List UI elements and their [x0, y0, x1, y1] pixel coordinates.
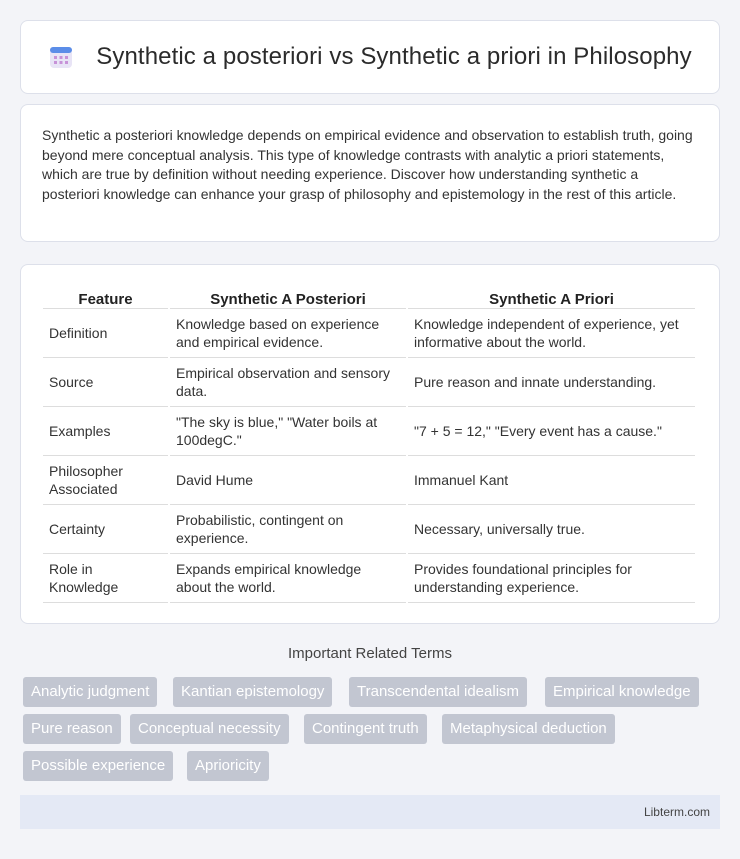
page-title: Synthetic a posteriori vs Synthetic a priori in Philosophy — [96, 43, 692, 70]
footer — [20, 795, 720, 829]
table-row — [43, 309, 695, 358]
related-term-tag[interactable]: Kantian epistemology — [173, 677, 332, 707]
table-cell: Examples — [43, 407, 168, 456]
table-row — [43, 456, 695, 505]
table-cell: Role in Knowledge — [43, 554, 168, 603]
table-cell: Definition — [43, 309, 168, 358]
table-row — [43, 358, 695, 407]
related-term-tag[interactable]: Transcendental idealism — [349, 677, 527, 707]
table-cell: Immanuel Kant — [408, 456, 695, 505]
table-row — [43, 554, 695, 603]
table-row — [43, 505, 695, 554]
table-cell: Philosopher Associated — [43, 456, 168, 505]
table-cell: Provides foundational principles for understanding experience. — [408, 554, 695, 603]
table-cell: "7 + 5 = 12," "Every event has a cause." — [408, 407, 695, 456]
table-header-row — [43, 283, 695, 309]
table-cell: "The sky is blue," "Water boils at 100degC." — [170, 407, 406, 456]
intro-text: Synthetic a posteriori knowledge depends on empirical evidence and observation to establish truth, going beyond mere conceptual analysis. This type of knowledge contrasts with analytic a priori statements, which are true by definition without needing experience. Discover how understanding synthetic a posteriori knowledge can enhance your grasp of philosophy and epistemology in the rest of this article. — [42, 127, 693, 202]
calendar-icon — [48, 44, 74, 70]
column-header-a-posteriori: Synthetic A Posteriori — [170, 283, 406, 309]
table-cell: Pure reason and innate understanding. — [408, 358, 695, 407]
related-term-tag[interactable]: Metaphysical deduction — [442, 714, 615, 744]
related-term-tag[interactable]: Pure reason — [23, 714, 121, 744]
column-header-feature: Feature — [43, 283, 168, 309]
page-header — [20, 20, 720, 94]
table-cell: Knowledge independent of experience, yet informative about the world. — [408, 309, 695, 358]
table-cell: Knowledge based on experience and empirical evidence. — [170, 309, 406, 358]
related-term-tag[interactable]: Aprioricity — [187, 751, 269, 781]
table-cell: Necessary, universally true. — [408, 505, 695, 554]
intro-card — [20, 104, 720, 242]
table-cell: Expands empirical knowledge about the world. — [170, 554, 406, 603]
table-cell: Certainty — [43, 505, 168, 554]
related-terms-title: Important Related Terms — [288, 645, 452, 662]
related-term-tag[interactable]: Conceptual necessity — [130, 714, 289, 744]
table-cell: David Hume — [170, 456, 406, 505]
related-term-tag[interactable]: Contingent truth — [304, 714, 427, 744]
column-header-a-priori: Synthetic A Priori — [408, 283, 695, 309]
related-term-tag[interactable]: Empirical knowledge — [545, 677, 699, 707]
table-cell: Source — [43, 358, 168, 407]
related-term-tag[interactable]: Possible experience — [23, 751, 173, 781]
comparison-table-card — [20, 264, 720, 624]
comparison-table — [41, 283, 697, 603]
table-cell: Probabilistic, contingent on experience. — [170, 505, 406, 554]
footer-brand[interactable]: Libterm.com — [643, 805, 710, 819]
table-row — [43, 407, 695, 456]
related-term-tag[interactable]: Analytic judgment — [23, 677, 157, 707]
table-cell: Empirical observation and sensory data. — [170, 358, 406, 407]
